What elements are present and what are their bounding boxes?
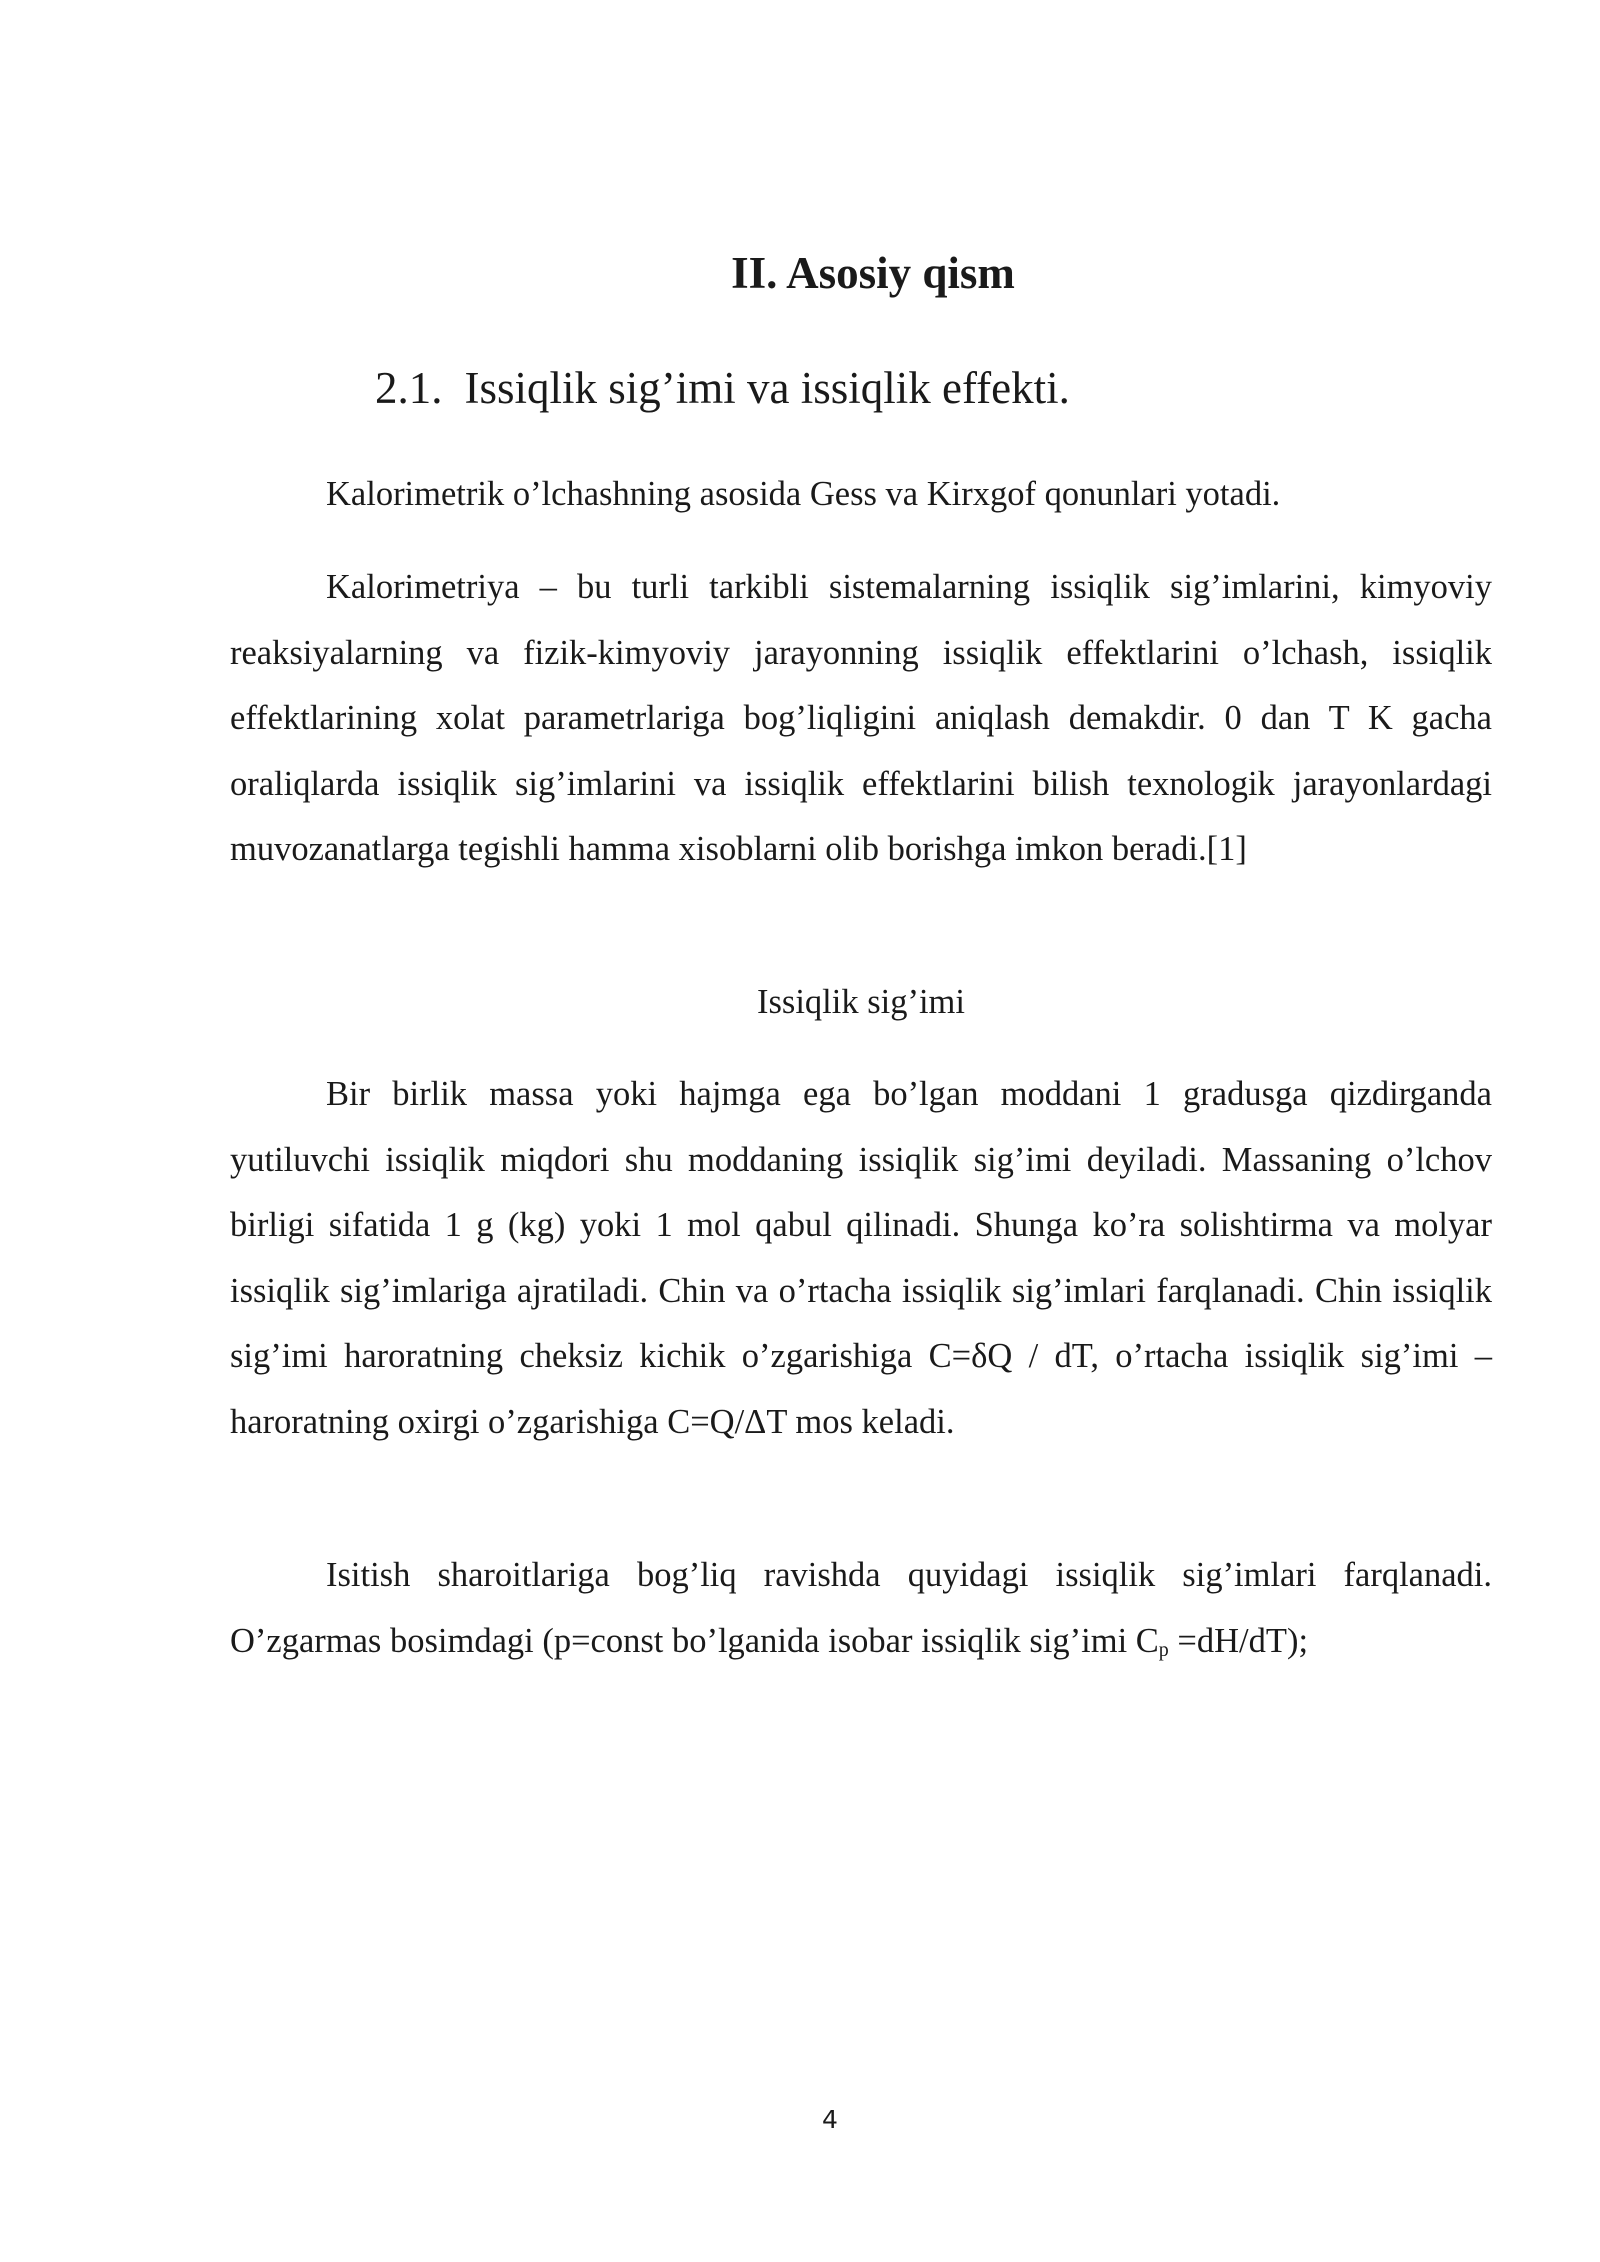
section-number: 2.1. [375, 363, 443, 413]
chapter-title: II. Asosiy qism [731, 248, 1015, 298]
section-title [375, 360, 1070, 416]
paragraph-heating-conditions-main: Isitish sharoitlariga bog’liq ravishda quyidagi issiqlik sig’imlari farqlanadi. O’zgarmas bosimdagi (p=const bo’lganida isobar issiqlik sig’imi C [230, 1556, 1492, 1660]
paragraph-heating-conditions-end: =dH/dT); [1168, 1621, 1309, 1660]
paragraph-heat-capacity-definition: Bir birlik massa yoki hajmga ega bo’lgan moddani 1 gradusga qizdirganda yutiluvchi issiqlik miqdori shu moddaning issiqlik sig’imi deyiladi. Massaning o’lchov birligi sifatida 1 g (kg) yoki 1 mol qabul qilinadi. Shunga ko’ra solishtirma va molyar issiqlik sig’imlariga ajratiladi. Chin va o’rtacha issiqlik sig’imlari farqlanadi. Chin issiqlik sig’imi haroratning cheksiz kichik o’zgarishiga C=δQ / dT, o’rtacha issiqlik sig’imi –haroratning oxirgi o’zgarishiga C=Q/ΔT mos keladi. [230, 1075, 1492, 1441]
subheading-heat-capacity: Issiqlik sig’imi [757, 983, 965, 1021]
paragraph-heating-conditions [230, 1543, 1492, 1674]
paragraph-intro: Kalorimetrik o’lchashning asosida Gess va Kirxgof qonunlari yotadi. [326, 475, 1281, 513]
paragraph-calorimetry-definition: Kalorimetriya – bu turli tarkibli sistemalarning issiqlik sig’imlarini, kimyoviy reaksiyalarning va fizik-kimyoviy jarayonning issiqlik effektlarini o’lchash, issiqlik effektlarining xolat parametrlariga bog’liqligini aniqlash demakdir. 0 dan T K gacha oraliqlarda issiqlik sig’imlarini va issiqlik effektlarini bilish texnologik jarayonlardagi muvozanatlarga tegishli hamma xisoblarni olib borishga imkon beradi.[1] [230, 568, 1492, 868]
section-title-text: Issiqlik sig’imi va issiqlik effekti. [464, 363, 1070, 413]
subscript-p: p [1158, 1638, 1169, 1661]
page-number: 4 [822, 2105, 838, 2134]
